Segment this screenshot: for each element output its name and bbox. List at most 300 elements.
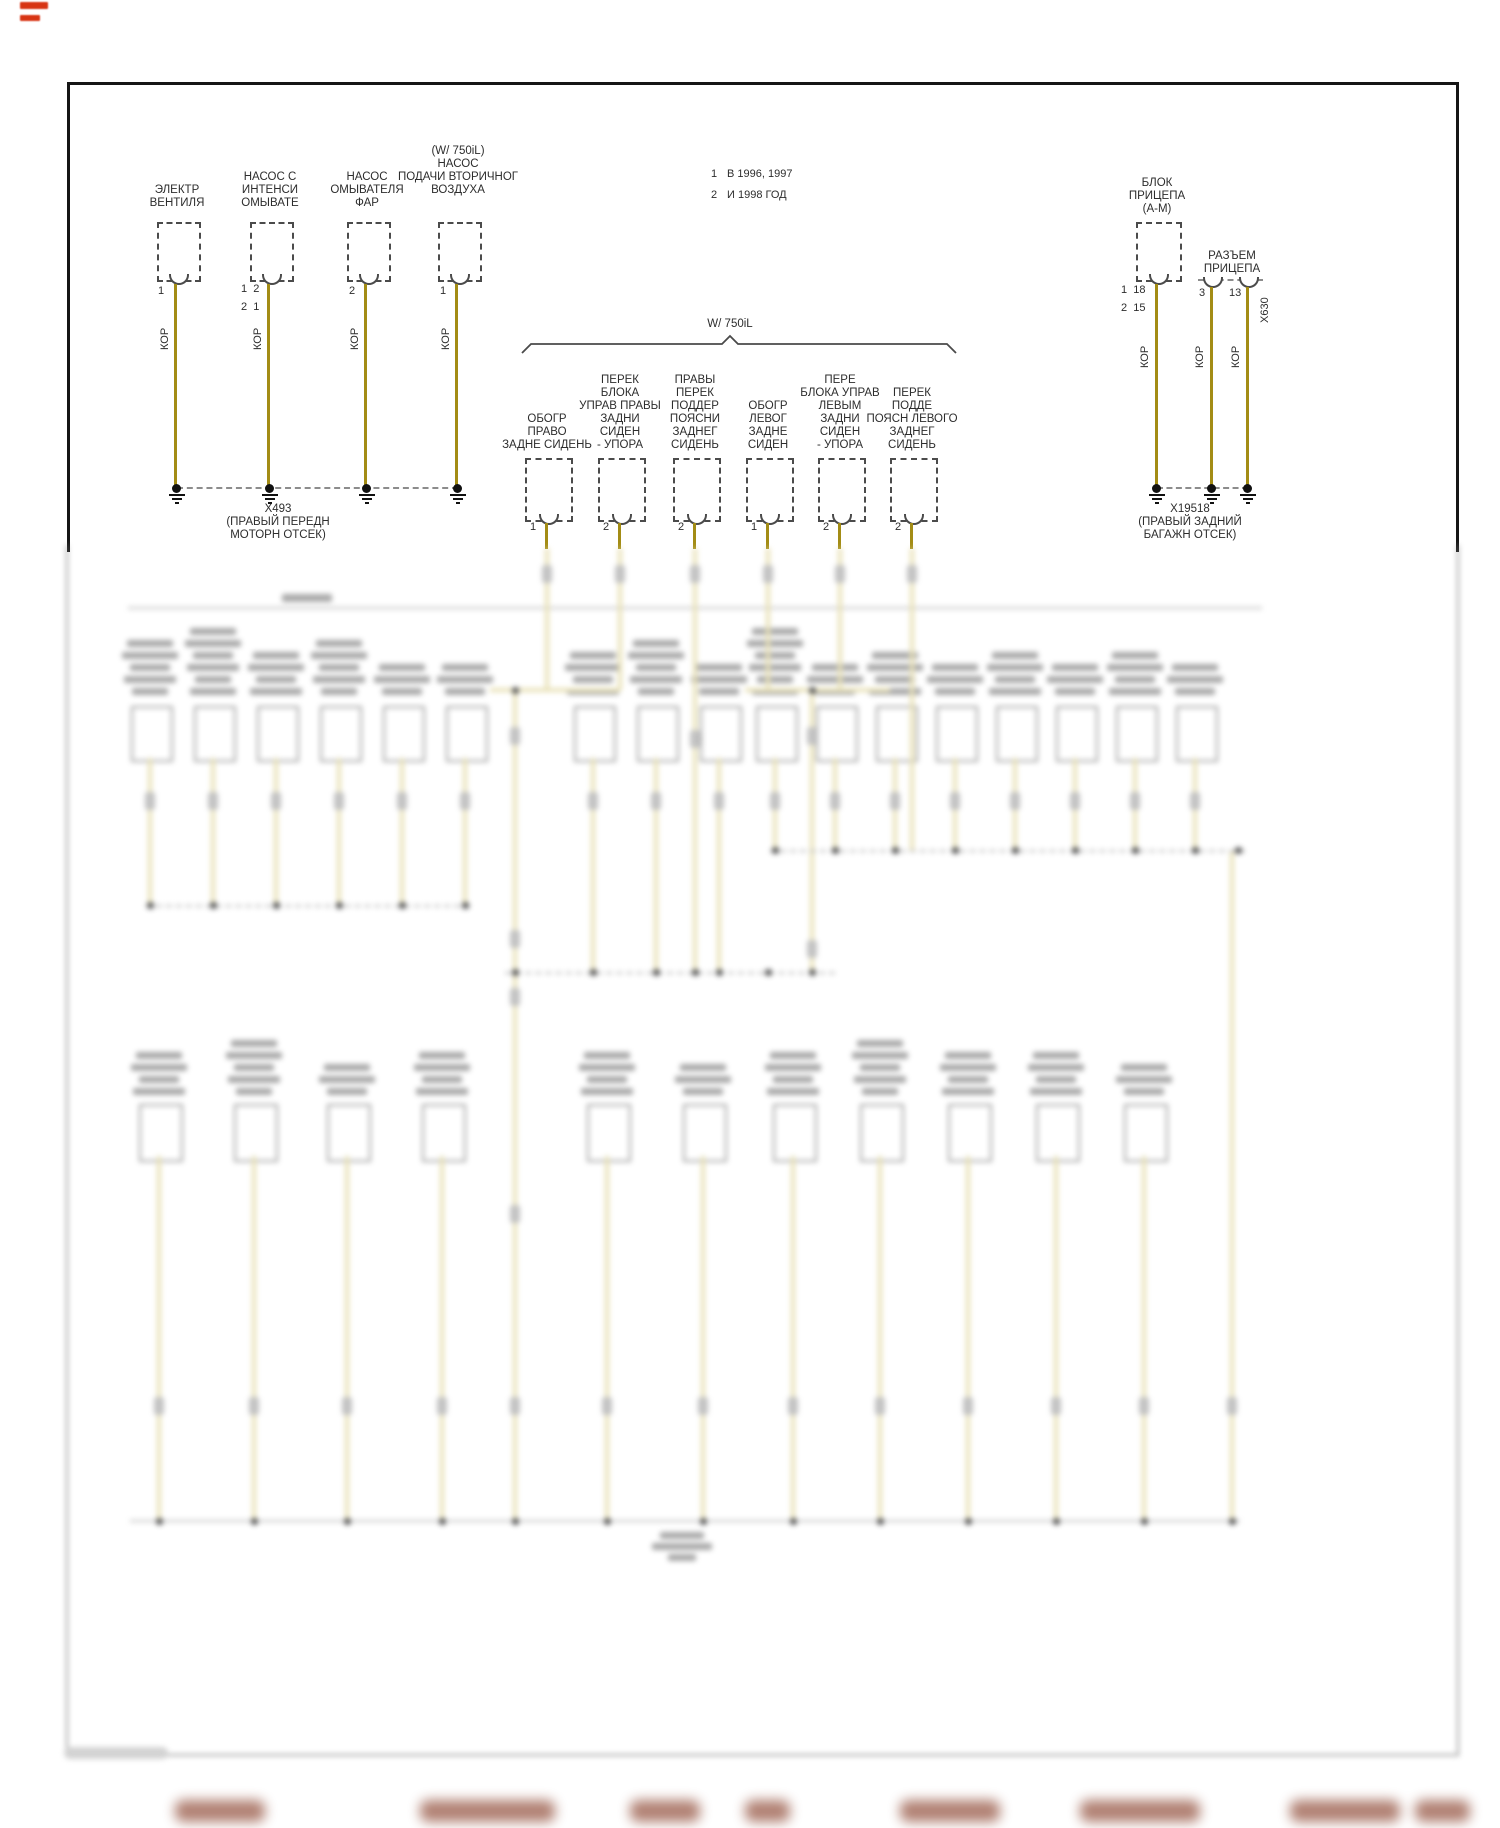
component-label: БЛОКА УПРАВ [800, 387, 880, 399]
junction-dot [952, 847, 959, 854]
junction-dot [273, 902, 280, 909]
blurred-text [1175, 688, 1215, 695]
page-edge-blob [64, 1747, 168, 1759]
blurred-wire [274, 758, 278, 905]
blurred-text [422, 1076, 462, 1083]
blurred-wire [337, 758, 341, 905]
blurred-text [875, 676, 915, 683]
wire [1246, 287, 1249, 488]
blurred-connector [154, 1397, 164, 1415]
pin-label: 1 [751, 521, 758, 533]
wire-color-label: КОР [1139, 345, 1151, 368]
blurred-connector [770, 792, 780, 810]
blurred-text [226, 1052, 282, 1059]
wire-color-label: КОР [349, 327, 361, 350]
blurred-connector [1051, 1397, 1061, 1415]
component-label: (W/ 750iL) [431, 145, 485, 157]
component-label: ЛЕВЫМ [818, 400, 862, 412]
blurred-connector [588, 792, 598, 810]
component-label: ПРИЦЕПА [1128, 190, 1186, 202]
blurred-box [936, 706, 978, 762]
blurred-connector [334, 792, 344, 810]
blurred-text [570, 652, 616, 659]
blurred-text [932, 664, 978, 671]
blurred-text [927, 676, 983, 683]
page-border-top [67, 82, 1459, 85]
connector-arc-icon [832, 514, 852, 525]
blurred-text [1121, 1064, 1167, 1071]
component-box [347, 222, 391, 282]
blurred-wire [157, 1156, 161, 1520]
blurred-wire [440, 1156, 444, 1520]
blurred-text [683, 1088, 723, 1095]
blurred-text [379, 664, 425, 671]
component-label: ЗАДНЕ [748, 426, 788, 438]
blurred-wire [1054, 1156, 1058, 1520]
blurred-text [867, 664, 923, 671]
blurred-text [382, 688, 422, 695]
blurred-text [770, 1052, 816, 1059]
blurred-text [132, 688, 168, 695]
blurred-text [1124, 1088, 1164, 1095]
blurred-wire [910, 548, 914, 850]
blurred-text [628, 652, 684, 659]
blurred-text [945, 1052, 991, 1059]
blurred-text [992, 652, 1038, 659]
note-variant-2-num: 2 [711, 189, 718, 201]
blurred-connector [342, 1397, 352, 1415]
blurred-box [1176, 706, 1218, 762]
blurred-connector [510, 727, 520, 745]
pin-label: 2 [349, 285, 356, 297]
component-label: ЗАДНЕГ [672, 426, 718, 438]
junction-dot [1072, 847, 1079, 854]
blurred-connector [651, 792, 661, 810]
blurred-box [139, 1104, 183, 1162]
pin-label: 1 18 [1121, 284, 1146, 296]
blurred-wire [717, 758, 721, 972]
blurred-text [807, 676, 863, 683]
blurred-junction-dash [505, 972, 835, 974]
blurred-text [1116, 1076, 1172, 1083]
junction-dot [790, 1518, 797, 1525]
blurred-text [942, 1088, 994, 1095]
junction-dot [692, 969, 699, 976]
blurred-connector [542, 565, 552, 583]
blurred-text [250, 688, 302, 695]
blurred-box [131, 706, 173, 762]
junction-dot [512, 1518, 519, 1525]
blurred-bus [130, 1520, 1240, 1522]
blurred-junction-dash [770, 850, 1245, 852]
junction-dot [210, 902, 217, 909]
blurred-text [282, 594, 332, 602]
blurred-text [185, 640, 241, 647]
blurred-text [680, 1064, 726, 1071]
blurred-connector [510, 988, 520, 1006]
blurred-text [131, 1064, 187, 1071]
wire-color-label: КОР [159, 327, 171, 350]
connector-arc-icon [1239, 277, 1259, 288]
blurred-connector [807, 727, 817, 745]
blurred-text [579, 1064, 635, 1071]
blurred-box [683, 1104, 727, 1162]
blurred-text [860, 1064, 900, 1071]
blurred-connector [397, 792, 407, 810]
component-label: ЗАДНЕ СИДЕНЬ [502, 439, 592, 451]
component-label: (A-M) [1142, 203, 1172, 215]
blurred-box [1124, 1104, 1168, 1162]
page-border-right [1456, 82, 1459, 552]
ground-connector-location: БАГАЖН ОТСЕК) [1143, 529, 1237, 541]
component-label: СИДЕНЬ [888, 439, 936, 451]
component-label: ВОЗДУХА [431, 184, 485, 196]
blurred-text [948, 1076, 988, 1083]
blurred-connector [690, 565, 700, 583]
blurred-wire [966, 1156, 970, 1520]
connector-arc-icon [687, 514, 707, 525]
blurred-text [630, 676, 682, 683]
blurred-wire [693, 548, 697, 972]
blurred-wire [654, 758, 658, 972]
blurred-text [321, 688, 357, 695]
blurred-text [190, 688, 236, 695]
blurred-text [256, 676, 296, 683]
component-box [673, 458, 721, 522]
blurred-wire [490, 688, 620, 692]
blurred-connector [890, 792, 900, 810]
blurred-wire [400, 758, 404, 905]
component-label: УПРАВ ПРАВЫ [579, 400, 661, 412]
component-label: ИНТЕНСИ [241, 184, 299, 196]
blurred-text [638, 688, 674, 695]
blurred-text [1030, 1088, 1082, 1095]
component-label: РАЗЪЕМ [1208, 250, 1256, 262]
blurred-connector [271, 792, 281, 810]
junction-dot [590, 969, 597, 976]
wire-color-label: КОР [440, 327, 452, 350]
component-box [818, 458, 866, 522]
pin-label: 2 [678, 521, 685, 533]
component-label: СИДЕНЬ [671, 439, 719, 451]
junction-dot [344, 1518, 351, 1525]
wire-color-label: КОР [1230, 345, 1242, 368]
blurred-text [765, 1064, 821, 1071]
blurred-text [587, 1076, 627, 1083]
blurred-text [699, 688, 739, 695]
pin-label: 2 1 [241, 301, 260, 313]
component-label: НАСОС [346, 171, 388, 183]
connector-arc-icon [450, 274, 470, 285]
blurred-text [190, 628, 236, 635]
blurred-text [319, 664, 359, 671]
blurred-text [636, 664, 676, 671]
blurred-text [445, 688, 485, 695]
connector-arc-icon [1203, 277, 1223, 288]
blurred-connector [963, 1397, 973, 1415]
blurred-text [1112, 652, 1158, 659]
junction-dot [1053, 1518, 1060, 1525]
blurred-text [1055, 688, 1095, 695]
junction-dot [336, 902, 343, 909]
connector-arc-icon [612, 514, 632, 525]
pin-label: 3 [1199, 287, 1206, 299]
component-label: - УПОРА [816, 439, 864, 451]
blurred-text [1047, 676, 1103, 683]
blurred-connector [807, 940, 817, 958]
blurred-text [1115, 676, 1155, 683]
component-label: НАСОС С [243, 171, 297, 183]
blurred-text [187, 664, 239, 671]
blurred-wire [701, 1156, 705, 1520]
blurred-text [311, 652, 367, 659]
blurred-text [1052, 664, 1098, 671]
blurred-text [633, 640, 679, 647]
component-label: ВЕНТИЛЯ [149, 197, 205, 209]
junction-dot [399, 902, 406, 909]
blurred-box [756, 706, 798, 762]
component-label: ЛЕВОГ [749, 413, 787, 425]
junction-dot [1141, 1518, 1148, 1525]
blurred-text [852, 1052, 908, 1059]
blurred-text [652, 1543, 712, 1550]
blurred-wire [791, 1156, 795, 1520]
blurred-connector [510, 930, 520, 948]
component-label: ОМЫВАТЕ [241, 197, 299, 209]
blurred-text [573, 676, 613, 683]
junction-dot [156, 1518, 163, 1525]
note-variant-1-num: 1 [711, 168, 718, 180]
junction-dot [965, 1518, 972, 1525]
blurred-text [313, 676, 365, 683]
blurred-text [122, 652, 178, 659]
blurred-text [757, 676, 793, 683]
component-label: ЗАДНИ [820, 413, 860, 425]
blurred-connector [950, 792, 960, 810]
junction-dot [653, 969, 660, 976]
blurred-text [691, 676, 747, 683]
blurred-text [416, 1088, 468, 1095]
blurred-wire [1142, 1156, 1146, 1520]
component-label: ОБОГР [527, 413, 567, 425]
pin-label: 1 [440, 285, 447, 297]
blurred-text [130, 664, 170, 671]
component-label: ПОДДЕ [891, 400, 933, 412]
blurred-connector [1227, 1397, 1237, 1415]
blurred-text [195, 676, 231, 683]
page-border-left [66, 545, 68, 1756]
blurred-text [1167, 676, 1223, 683]
blurred-text [316, 640, 362, 647]
blurred-text [584, 1052, 630, 1059]
blurred-box [422, 1104, 466, 1162]
blurred-wire [211, 758, 215, 905]
ground-connector-location: (ПРАВЫЙ ПЕРЕДН [226, 516, 330, 528]
ground-connector-location: (ПРАВЫЙ ЗАДНИЙ [1138, 516, 1242, 528]
junction-dot [1235, 847, 1242, 854]
junction-dot [1192, 847, 1199, 854]
component-label: ОМЫВАТЕЛЯ [330, 184, 404, 196]
junction-dot [604, 1518, 611, 1525]
blurred-box [773, 1104, 817, 1162]
wire [1155, 284, 1158, 488]
blurred-text [696, 664, 742, 671]
blurred-box [320, 706, 362, 762]
wire [455, 284, 458, 488]
variant-bracket-label: W/ 750iL [707, 318, 753, 330]
blurred-connector [615, 565, 625, 583]
blurred-wire [605, 1156, 609, 1520]
component-label: ПЕРЕ [824, 374, 856, 386]
blurred-text [565, 664, 621, 671]
blurred-wire [1230, 850, 1234, 1522]
component-label: БЛОК [1141, 177, 1173, 189]
component-label: НАСОС [437, 158, 479, 170]
blurred-wire [252, 1156, 256, 1520]
blurred-box [587, 1104, 631, 1162]
junction-dot [251, 1518, 258, 1525]
blurred-connector [208, 792, 218, 810]
blurred-box [327, 1104, 371, 1162]
component-box [157, 222, 201, 282]
connector-arc-icon [904, 514, 924, 525]
component-label: ЭЛЕКТР [154, 184, 200, 196]
component-label: - УПОРА [596, 439, 644, 451]
ground-bus-dash [1157, 487, 1248, 489]
component-box [1136, 222, 1182, 282]
blurred-text [324, 1064, 370, 1071]
blurred-box [383, 706, 425, 762]
blurred-connector [1139, 1397, 1149, 1415]
blurred-text [1107, 664, 1163, 671]
connector-id-label: X630 [1259, 297, 1271, 323]
blurred-box [574, 706, 616, 762]
blurred-text [193, 652, 233, 659]
blurred-text [995, 676, 1035, 683]
component-label: ЗАДНЕГ [889, 426, 935, 438]
blurred-connector [714, 792, 724, 810]
wire-color-label: КОР [252, 327, 264, 350]
blurred-connector [1070, 792, 1080, 810]
component-label: ПЕРЕК [601, 374, 639, 386]
blurred-text [437, 676, 493, 683]
blurred-text [747, 640, 803, 647]
blurred-text [374, 676, 430, 683]
blurred-text [660, 1532, 704, 1539]
blurred-text [752, 628, 798, 635]
blurred-text [139, 1076, 179, 1083]
junction-dot [147, 902, 154, 909]
blurred-text [1036, 1076, 1076, 1083]
wire [267, 284, 270, 488]
blurred-box [234, 1104, 278, 1162]
page-border-bottom [66, 1754, 1459, 1756]
connector-arc-icon [1149, 274, 1169, 285]
wire [1210, 287, 1213, 488]
component-label: ПРИЦЕПА [1203, 263, 1261, 275]
blurred-text [414, 1064, 470, 1071]
blurred-text [668, 1554, 696, 1561]
blurred-text [857, 1040, 903, 1047]
junction-dot [832, 847, 839, 854]
blurred-connector [602, 1397, 612, 1415]
blurred-text [234, 1064, 274, 1071]
pin-label: 1 [158, 285, 165, 297]
blurred-text [228, 1076, 280, 1083]
blurred-box [1056, 706, 1098, 762]
pin-label: 1 2 [241, 283, 260, 295]
connector-arc-icon [359, 274, 379, 285]
blurred-connector [698, 1397, 708, 1415]
blurred-text [989, 688, 1041, 695]
blurred-wire [591, 758, 595, 972]
component-label: ПРАВЫ [674, 374, 716, 386]
blurred-text [755, 652, 795, 659]
blurred-box [194, 706, 236, 762]
component-label: ПОДДЕР [671, 400, 719, 412]
junction-dot [765, 969, 772, 976]
junction-dot [439, 1518, 446, 1525]
variant-bracket [500, 315, 970, 360]
blurred-box [860, 1104, 904, 1162]
junction-dot [809, 969, 816, 976]
page-border-left [67, 82, 70, 552]
blurred-text [675, 1076, 731, 1083]
blurred-wire [878, 1156, 882, 1520]
wire-color-label: КОР [1194, 345, 1206, 368]
junction-dot [716, 969, 723, 976]
blurred-connector [907, 565, 917, 583]
blurred-wire [745, 688, 890, 692]
component-label: ПОЯСН ЛЕВОГО [866, 413, 958, 425]
blurred-text [940, 1064, 996, 1071]
red-edge-mark [20, 15, 40, 21]
blurred-box [637, 706, 679, 762]
blurred-box [446, 706, 488, 762]
component-label: ЗАДНИ [600, 413, 640, 425]
component-label: СИДЕН [599, 426, 641, 438]
blurred-text [136, 1052, 182, 1059]
blurred-text [236, 1088, 272, 1095]
blurred-text [253, 652, 299, 659]
blurred-connector [1130, 792, 1140, 810]
page-border-right [1457, 545, 1459, 1756]
blurred-wire [148, 758, 152, 905]
component-box [250, 222, 294, 282]
blurred-text [127, 640, 173, 647]
blurred-text [987, 664, 1043, 671]
blurred-connector [788, 1397, 798, 1415]
pin-label: 1 [530, 521, 537, 533]
blurred-text [767, 1088, 819, 1095]
component-label: ПЕРЕК [893, 387, 931, 399]
blurred-junction-dash [146, 905, 470, 907]
connector-arc-icon [760, 514, 780, 525]
blurred-connector [690, 730, 700, 748]
blurred-box [1116, 706, 1158, 762]
connector-arc-icon [169, 274, 189, 285]
junction-dot [1012, 847, 1019, 854]
junction-dot [1229, 1518, 1236, 1525]
blurred-connector [1010, 792, 1020, 810]
junction-dot [512, 687, 519, 694]
blurred-text [133, 1088, 185, 1095]
blurred-connector [145, 792, 155, 810]
junction-dot [462, 902, 469, 909]
blurred-text [1028, 1064, 1084, 1071]
blurred-connector [763, 565, 773, 583]
ground-connector-id: X493 [264, 503, 292, 515]
